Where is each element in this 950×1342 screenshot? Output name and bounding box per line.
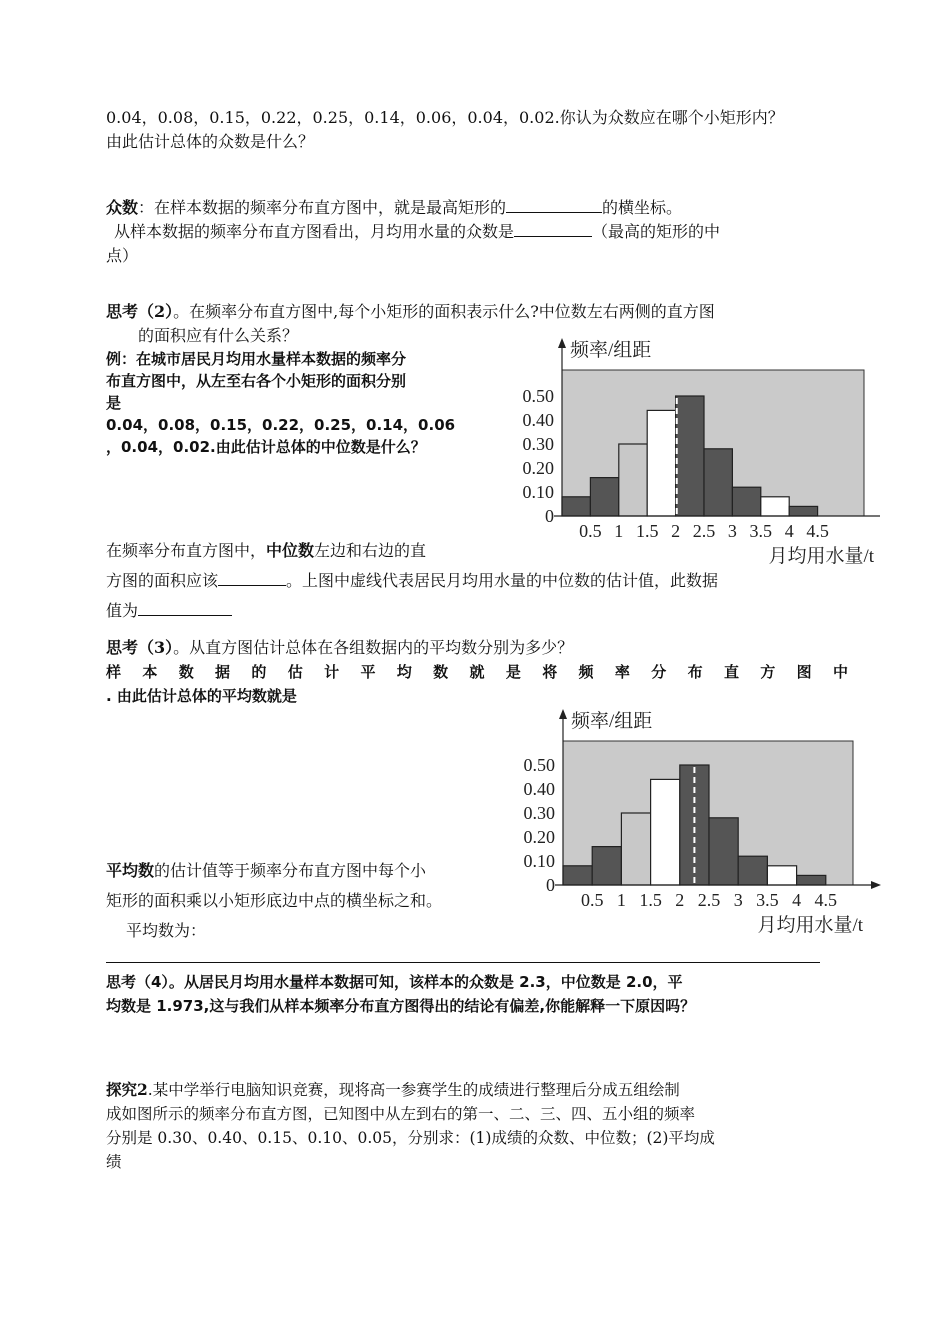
median-blank-1[interactable] <box>218 569 286 586</box>
median-line-3 <box>106 596 848 626</box>
explore2-line-3: 分别是 0.30、0.40、0.15、0.10、0.05，分别求：(1)成绩的众数、中位数；(2)平均成 <box>106 1129 715 1147</box>
mode-paragraph <box>106 196 848 268</box>
mean-line-1 <box>106 856 526 886</box>
histogram-bar <box>709 818 738 885</box>
mode-line-2 <box>106 220 848 244</box>
median-line1-a: 在频率分布直方图中， <box>106 541 267 560</box>
y-tick-label: 0.40 <box>522 410 554 430</box>
y-tick-label: 0.10 <box>522 482 554 502</box>
think4-paragraph <box>106 970 848 1018</box>
intro-line-1: 0.04，0.08，0.15，0.22，0.25，0.14，0.06，0.04，0.02.你认为众数应在哪个小矩形内？ <box>106 108 784 127</box>
y-axis-title: 频率/组距 <box>570 340 652 361</box>
x-tick-label: 3 <box>733 890 743 910</box>
example-line-3: 是 <box>106 394 122 412</box>
histogram-bar <box>592 847 621 885</box>
x-tick-label: 1 <box>614 521 624 541</box>
mode-line-1 <box>106 196 848 220</box>
x-axis-title: 月均用水量/t <box>768 546 874 564</box>
histogram-chart-1 <box>510 334 880 564</box>
y-tick-label: 0 <box>546 875 555 895</box>
think3-paragraph <box>106 636 848 708</box>
mean-line-2: 矩形的面积乘以小矩形底边中点的横坐标之和。 <box>106 891 443 910</box>
mode-line-3: 点） <box>106 246 139 265</box>
x-tick-label: 1 <box>616 890 626 910</box>
histogram-bar <box>621 813 650 885</box>
median-line2-a: 方图的面积应该 <box>106 571 219 590</box>
think3-bold-1: 样 本 数 据 的 估 计 平 均 数 就 是 将 频 率 分 布 直 方 图 中 <box>106 663 848 681</box>
mode-line2-b: （最高的矩形的中 <box>592 222 721 241</box>
median-line-2 <box>106 566 848 596</box>
histogram-bar <box>563 866 592 885</box>
answer-line[interactable] <box>106 962 820 963</box>
median-line-1 <box>106 536 848 566</box>
y-tick-label: 0.20 <box>522 458 554 478</box>
x-tick-label: 4 <box>792 890 802 910</box>
median-label: 中位数 <box>266 541 315 560</box>
median-paragraph <box>106 536 848 626</box>
x-tick-label: 2.5 <box>692 521 716 541</box>
x-tick-label: 0.5 <box>579 521 602 541</box>
x-tick-label: 3 <box>727 521 737 541</box>
example-paragraph <box>106 348 511 458</box>
histogram-bar <box>767 866 796 885</box>
x-tick-label: 4.5 <box>814 890 838 910</box>
histogram-bar <box>562 497 590 516</box>
y-axis-arrow <box>559 709 567 719</box>
histogram-bar <box>590 478 618 516</box>
think3-bold-2: . 由此估计总体的平均数就是 <box>106 687 297 705</box>
x-tick-label: 0.5 <box>580 890 604 910</box>
median-blank-2[interactable] <box>138 599 232 616</box>
y-tick-label: 0.30 <box>523 803 555 823</box>
y-tick-label: 0.40 <box>523 779 555 799</box>
explore2-line-4: 绩 <box>106 1153 122 1171</box>
y-tick-label: 0.50 <box>522 386 554 406</box>
mean-line1: 的估计值等于频率分布直方图中每个小 <box>154 861 427 880</box>
x-tick-label: 3.5 <box>756 890 779 910</box>
think3-line-1 <box>106 636 848 660</box>
histogram-bar <box>732 487 760 516</box>
y-tick-label: 0.30 <box>522 434 554 454</box>
think2-line-2: 的面积应有什么关系？ <box>138 326 299 345</box>
example-line-1: 例：在城市居民月均用水量样本数据的频率分 <box>106 350 407 368</box>
think3-text: 。从直方图估计总体在各组数据内的平均数分别为多少？ <box>173 638 574 657</box>
mean-line-3: 平均数为： <box>126 921 207 940</box>
think2-label: 思考（2） <box>106 302 174 321</box>
example-line-2: 布直方图中，从左至右各个小矩形的面积分别 <box>106 372 407 390</box>
x-tick-label: 4 <box>784 521 794 541</box>
x-tick-label: 2 <box>675 890 685 910</box>
y-axis-arrow <box>558 338 566 348</box>
mode-text-a: ：在样本数据的频率分布直方图中，就是最高矩形的 <box>138 198 507 217</box>
x-tick-label: 1.5 <box>639 890 662 910</box>
y-tick-label: 0.20 <box>523 827 555 847</box>
histogram-bar <box>738 856 767 885</box>
mode-label: 众数 <box>106 198 139 217</box>
example-line-4: 0.04，0.08，0.15，0.22，0.25，0.14，0.06 <box>106 416 456 434</box>
histogram-bar <box>797 875 826 885</box>
x-axis-arrow <box>871 881 881 889</box>
histogram-bar <box>676 396 704 516</box>
mode-text-b: 的横坐标。 <box>602 198 683 217</box>
histogram-svg-2 <box>510 705 890 937</box>
median-line3: 值为 <box>106 601 139 620</box>
y-tick-label: 0.50 <box>523 755 555 775</box>
histogram-bar <box>761 497 789 516</box>
x-tick-label: 2.5 <box>697 890 721 910</box>
mode-blank-2[interactable] <box>514 220 592 237</box>
intro-line-2: 由此估计总体的众数是什么？ <box>106 132 315 151</box>
explore2-paragraph <box>106 1078 848 1174</box>
median-line1-b: 左边和右边的直 <box>314 541 427 560</box>
mean-label: 平均数 <box>106 861 155 880</box>
x-tick-label: 3.5 <box>749 521 773 541</box>
histogram-bar <box>789 506 817 516</box>
histogram-bar <box>704 449 732 516</box>
mode-blank-1[interactable] <box>506 196 602 213</box>
x-tick-label: 1.5 <box>635 521 659 541</box>
mode-line2-a: 从样本数据的频率分布直方图看出，月均用水量的众数是 <box>114 222 515 241</box>
think4-line-1: 思考（4）。从居民月均用水量样本数据可知，该样本的众数是 2.3，中位数是 2.0，平 <box>106 973 683 991</box>
example-line-5: ，0.04，0.02.由此估计总体的中位数是什么？ <box>106 438 426 456</box>
think2-line-1 <box>106 300 848 324</box>
histogram-bar <box>619 444 647 516</box>
histogram-chart-2 <box>510 705 890 937</box>
explore2-line1: .某中学举行电脑知识竞赛，现将高一参赛学生的成绩进行整理后分成五组绘制 <box>147 1081 680 1099</box>
median-line2-b: 。上图中虚线代表居民月均用水量的中位数的估计值，此数据 <box>286 571 719 590</box>
explore2-line-1 <box>106 1078 848 1102</box>
x-axis-title: 月均用水量/t <box>757 915 863 936</box>
think4-line-2: 均数是 1.973,这与我们从样本频率分布直方图得出的结论有偏差,你能解释一下原因吗？ <box>106 997 696 1015</box>
y-tick-label: 0 <box>545 506 554 526</box>
explore2-label: 探究2 <box>106 1080 148 1099</box>
x-tick-label: 4.5 <box>806 521 829 541</box>
explore2-line-2: 成如图所示的频率分布直方图，已知图中从左到右的第一、二、三、四、五小组的频率 <box>106 1105 696 1123</box>
histogram-bar <box>647 410 675 516</box>
histogram-bar <box>651 779 680 885</box>
mean-paragraph <box>106 856 526 946</box>
think2-text: 。在频率分布直方图中,每个小矩形的面积表示什么?中位数左右两侧的直方图 <box>173 302 715 321</box>
x-tick-label: 2 <box>671 521 681 541</box>
histogram-svg-1 <box>510 334 880 564</box>
think3-label: 思考（3） <box>106 638 174 657</box>
y-axis-title: 频率/组距 <box>571 711 653 732</box>
y-tick-label: 0.10 <box>523 851 555 871</box>
intro-paragraph <box>106 106 848 154</box>
